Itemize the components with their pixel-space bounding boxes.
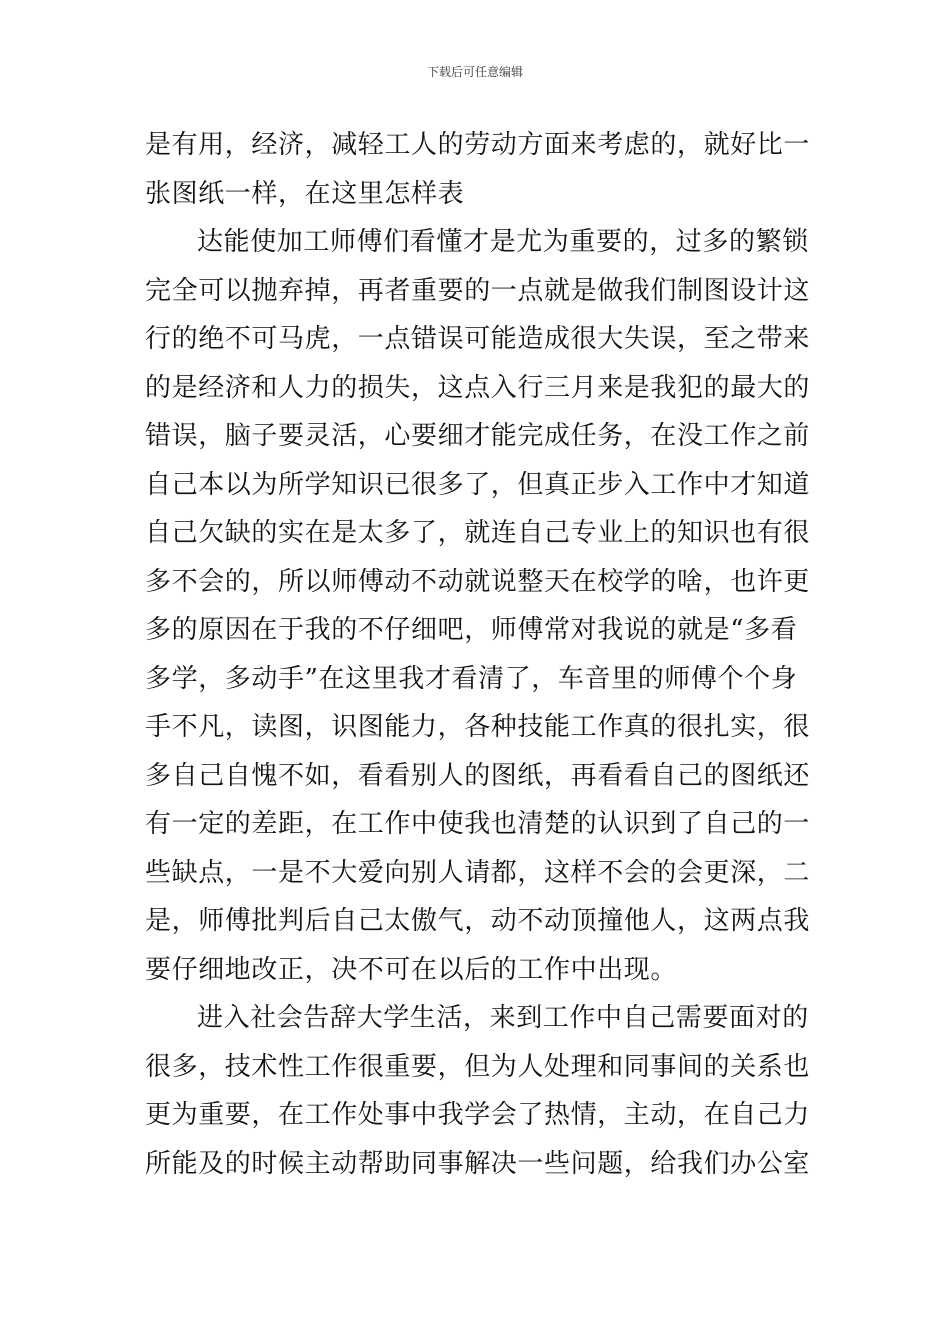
text-line: 所能及的时候主动帮助同事解决一些问题，给我们办公室 [145,1148,811,1179]
text-line: 手不凡，读图，识图能力，各种技能工作真的很扎实，很 [145,712,811,742]
text-line: 行的绝不可马虎，一点错误可能造成很大失误，至之带来 [145,324,811,354]
text-line: 张图纸一样，在这里怎样表 [145,178,465,209]
text-line: 的是经济和人力的损失，这点入行三月来是我犯的最大的 [145,372,811,403]
text-line: 达能使加工师傅们看懂才是尤为重要的，过多的繁锁 [197,227,809,257]
text-line: 很多，技术性工作很重要，但为人处理和同事间的关系也 [145,1051,811,1082]
text-line: 多不会的，所以师傅动不动就说整天在校学的啥，也许更 [145,566,811,597]
text-line: 错误，脑子要灵活，心要细才能完成任务，在没工作之前 [145,421,811,451]
text-line: 自己本以为所学知识已很多了，但真正步入工作中才知道 [145,469,811,500]
text-line: 多的原因在于我的不仔细吧，师傅常对我说的就是“多看 [145,615,798,645]
text-line: 是有用，经济，减轻工人的劳动方面来考虑的，就好比一 [145,130,811,160]
text-line: 多学，多动手”在这里我才看清了，车音里的师傅个个身 [145,663,798,694]
text-line: 是，师傅批判后自己太傲气，动不动顶撞他人，这两点我 [145,906,811,936]
document-body [145,121,810,1188]
text-line: 要仔细地改正，决不可在以后的工作中出现。 [145,954,678,985]
text-line: 自己欠缺的实在是太多了，就连自己专业上的知识也有很 [145,518,811,548]
text-line: 完全可以抛弃掉，再者重要的一点就是做我们制图设计这 [145,275,811,306]
text-line: 更为重要，在工作处事中我学会了热情，主动，在自己力 [145,1100,811,1130]
text-line: 有一定的差距，在工作中使我也清楚的认识到了自己的一 [145,809,811,839]
text-line: 多自己自愧不如，看看别人的图纸，再看看自己的图纸还 [145,760,811,791]
text-line: 些缺点，一是不大爱向别人请都，这样不会的会更深，二 [145,857,811,888]
text-line: 进入社会告辞大学生活，来到工作中自己需要面对的 [197,1003,809,1033]
page-header: 下载后可任意编辑 [426,65,523,79]
